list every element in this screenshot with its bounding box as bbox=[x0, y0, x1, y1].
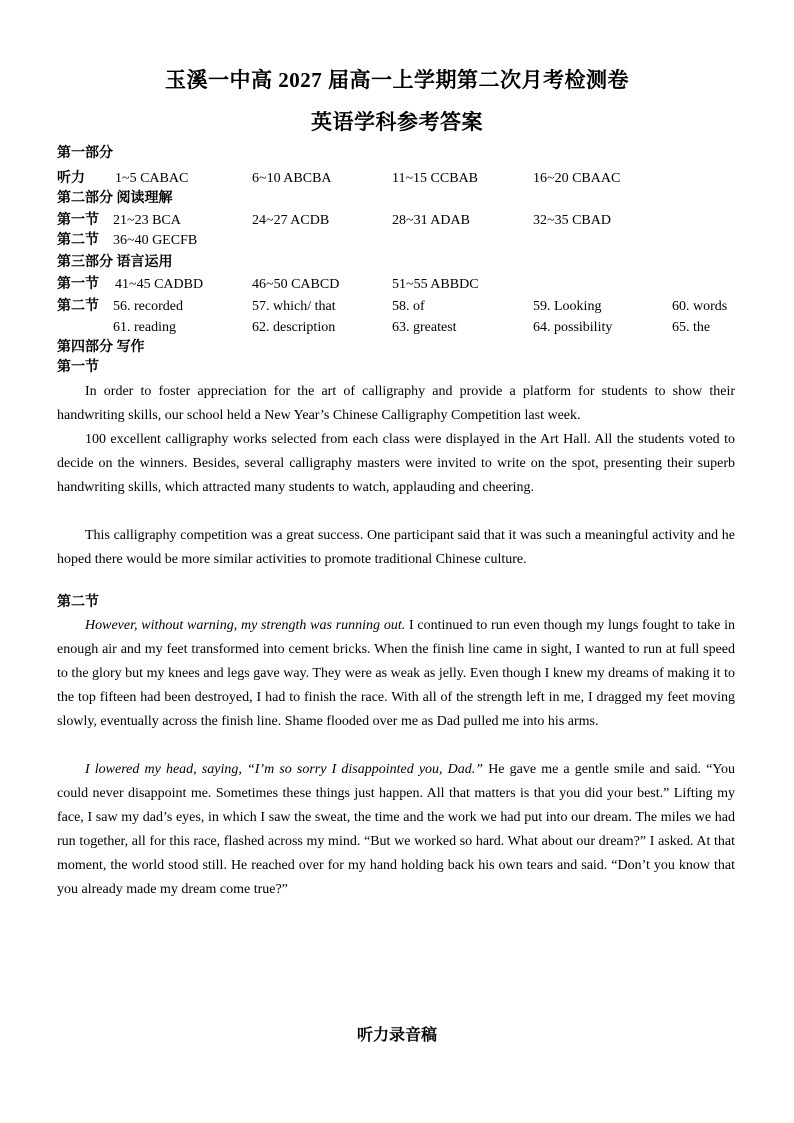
story-body-text: He gave me a gentle smile and said. “You could never disappoint me. Sometimes these things just happen. All that matters is that you did your best.” Lifting my face, I saw my dad’s eyes, in which I saw the sweat, the time and the work we had put into our dream. The miles we had run together, all for this race, flashed across my mind. “But we worked so hard. What about our dream?” I asked. At that moment, the world stood still. He reached over for my hand holding back his own tears and said. “Don’t you know that you already made my dream come true?” bbox=[57, 762, 735, 897]
section-label: 第一节 bbox=[57, 360, 99, 375]
answer-cell: 60. words bbox=[672, 299, 728, 314]
answer-cell: 59. Looking bbox=[533, 299, 602, 314]
answer-cell: 36~40 GECFB bbox=[113, 233, 198, 248]
answer-cell: 63. greatest bbox=[392, 320, 457, 335]
answer-cell: 24~27 ACDB bbox=[252, 213, 330, 228]
section-label: 第二节 bbox=[57, 233, 99, 248]
answer-cell: 6~10 ABCBA bbox=[252, 171, 332, 186]
answer-cell: 11~15 CCBAB bbox=[392, 171, 479, 186]
section-label: 第一节 bbox=[57, 213, 99, 228]
story-body-text: I continued to run even though my lungs fought to take in enough air and my feet transformed into cement bricks. When the finish line came in sight, I wanted to run at full speed to the glory but my knees and legs gave way. They were as weak as jelly. Even though I knew my dreams of making it to the top fifteen had been destroyed, I had to finish the race. With all of the strength left in me, I dragged my feet moving slowly, eventually across the finish line. Shame flooded over me as Dad pulled me into his arms. bbox=[57, 618, 735, 729]
section-label: 第二节 bbox=[57, 595, 99, 610]
answer-cell: 1~5 CABAC bbox=[115, 171, 189, 186]
page-title: 玉溪一中高 2027 届高一上学期第二次月考检测卷 bbox=[165, 68, 629, 92]
section-label: 第二节 bbox=[57, 299, 99, 314]
essay-paragraph: This calligraphy competition was a great success. One participant said that it was such a meaningful activity and he hoped there would be more similar activities to promote traditional Chinese culture. bbox=[57, 528, 735, 567]
answer-cell: 21~23 BCA bbox=[113, 213, 181, 228]
answer-cell: 62. description bbox=[252, 320, 336, 335]
answer-cell: 57. which/ that bbox=[252, 299, 336, 314]
story-paragraph bbox=[57, 758, 735, 902]
answer-cell: 41~45 CADBD bbox=[115, 277, 204, 292]
answer-cell: 56. recorded bbox=[113, 299, 183, 314]
story-lead-sentence: I lowered my head, saying, “I’m so sorry I disappointed you, Dad.” bbox=[85, 762, 484, 777]
answer-cell: 16~20 CBAAC bbox=[533, 171, 621, 186]
page-subtitle: 英语学科参考答案 bbox=[311, 110, 483, 134]
story-lead-sentence: However, without warning, my strength was running out. bbox=[85, 618, 406, 633]
part2-heading: 第二部分 阅读理解 bbox=[57, 191, 173, 206]
story-paragraph bbox=[57, 614, 735, 734]
answer-cell: 61. reading bbox=[113, 320, 176, 335]
essay-paragraph: In order to foster appreciation for the art of calligraphy and provide a platform for students to show their handwriting skills, our school held a New Year’s Chinese Calligraphy Competition last week. bbox=[57, 384, 735, 423]
part1-heading: 第一部分 bbox=[57, 146, 113, 161]
answer-cell: 32~35 CBAD bbox=[533, 213, 611, 228]
answer-cell: 51~55 ABBDC bbox=[392, 277, 479, 292]
listening-label: 听力 bbox=[57, 171, 85, 186]
answer-cell: 46~50 CABCD bbox=[252, 277, 340, 292]
answer-cell: 65. the bbox=[672, 320, 711, 335]
answer-cell: 58. of bbox=[392, 299, 425, 314]
answer-cell: 64. possibility bbox=[533, 320, 613, 335]
listening-transcript-title: 听力录音稿 bbox=[356, 1027, 437, 1044]
part4-heading: 第四部分 写作 bbox=[57, 340, 145, 355]
part3-heading: 第三部分 语言运用 bbox=[57, 255, 173, 270]
answer-cell: 28~31 ADAB bbox=[392, 213, 470, 228]
essay-paragraph: 100 excellent calligraphy works selected from each class were displayed in the Art Hall. All the students voted to decide on the winners. Besides, several calligraphy masters were invited to write on the spot, presenting their superb handwriting skills, which attracted many students to watch, applauding and cheering. bbox=[57, 432, 735, 495]
section-label: 第一节 bbox=[57, 277, 99, 292]
